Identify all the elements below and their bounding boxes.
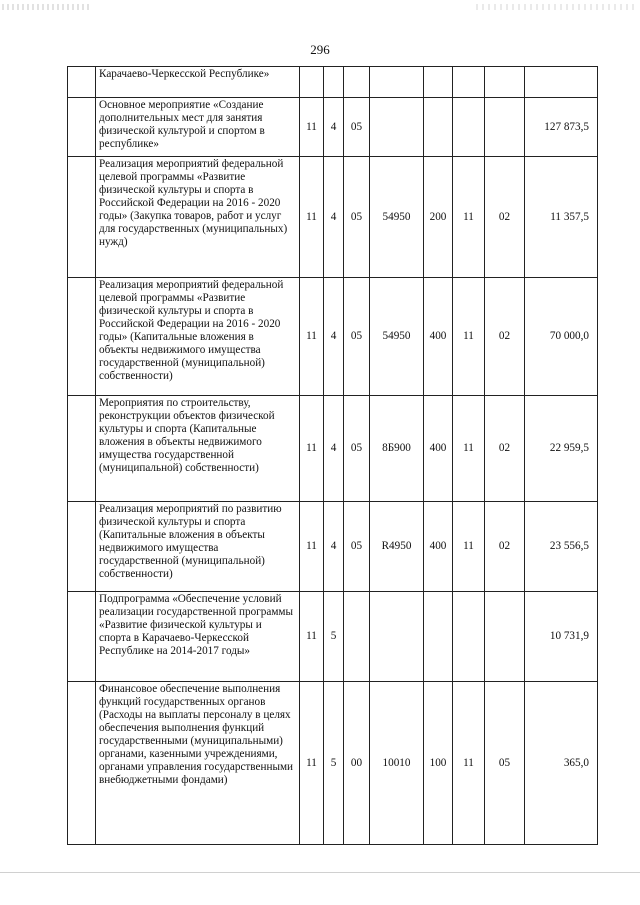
code-ministry: 11 <box>300 502 324 592</box>
code-ministry <box>300 67 324 98</box>
row-number-cell <box>68 278 96 396</box>
row-number-cell <box>68 682 96 845</box>
amount: 365,0 <box>525 682 598 845</box>
code-event <box>344 67 370 98</box>
code-expense-type: 400 <box>424 396 453 502</box>
code-ministry: 11 <box>300 98 324 157</box>
code-direction: 54950 <box>370 157 424 278</box>
code-section: 11 <box>453 682 485 845</box>
page-number: 296 <box>310 42 330 57</box>
code-section: 11 <box>453 278 485 396</box>
code-expense-type: 400 <box>424 278 453 396</box>
code-subprogram: 4 <box>324 157 344 278</box>
code-direction <box>370 67 424 98</box>
code-subsection: 02 <box>485 278 525 396</box>
code-subprogram: 5 <box>324 592 344 682</box>
code-direction: 10010 <box>370 682 424 845</box>
item-name: Подпрограмма «Обеспечение условий реализации государственной программы «Развитие физической культуры и спорта в Карачаево-Черкесской Республике на 2014-2017 годы» <box>96 592 300 682</box>
code-event: 05 <box>344 157 370 278</box>
amount <box>525 67 598 98</box>
table-row <box>68 67 598 98</box>
code-section <box>453 592 485 682</box>
code-event: 00 <box>344 682 370 845</box>
code-event: 05 <box>344 396 370 502</box>
row-number-cell <box>68 98 96 157</box>
code-subsection: 02 <box>485 396 525 502</box>
code-section: 11 <box>453 502 485 592</box>
table-row <box>68 278 598 396</box>
item-name: Карачаево-Черкесской Республике» <box>96 67 300 98</box>
code-event: 05 <box>344 278 370 396</box>
code-section: 11 <box>453 157 485 278</box>
code-subprogram <box>324 67 344 98</box>
code-subsection: 02 <box>485 502 525 592</box>
item-name: Мероприятия по строительству, реконструкции объектов физической культуры и спорта (Капитальные вложения в объекты недвижимого имущества государственной (муниципальной) собственности) <box>96 396 300 502</box>
code-direction <box>370 592 424 682</box>
item-name: Реализация мероприятий федеральной целевой программы «Развитие физической культуры и спорта в Российской Федерации на 2016 - 2020 годы» (Капитальные вложения в объекты недвижимого имущества государственной (муниципальной) собственности) <box>96 278 300 396</box>
code-subprogram: 4 <box>324 278 344 396</box>
code-section: 11 <box>453 396 485 502</box>
code-subsection <box>485 98 525 157</box>
code-expense-type <box>424 98 453 157</box>
code-expense-type: 100 <box>424 682 453 845</box>
amount: 10 731,9 <box>525 592 598 682</box>
code-event: 05 <box>344 98 370 157</box>
item-name: Основное мероприятие «Создание дополнительных мест для занятия физической культурой и спортом в республике» <box>96 98 300 157</box>
code-ministry: 11 <box>300 592 324 682</box>
amount: 11 357,5 <box>525 157 598 278</box>
code-event <box>344 592 370 682</box>
row-number-cell <box>68 157 96 278</box>
code-section <box>453 67 485 98</box>
scan-artifact <box>2 4 92 10</box>
code-direction <box>370 98 424 157</box>
table-row <box>68 592 598 682</box>
code-subprogram: 4 <box>324 98 344 157</box>
code-expense-type <box>424 592 453 682</box>
row-number-cell <box>68 502 96 592</box>
code-subprogram: 4 <box>324 396 344 502</box>
code-ministry: 11 <box>300 278 324 396</box>
code-subsection <box>485 67 525 98</box>
code-ministry: 11 <box>300 157 324 278</box>
code-subprogram: 4 <box>324 502 344 592</box>
code-direction: 54950 <box>370 278 424 396</box>
code-ministry: 11 <box>300 396 324 502</box>
code-expense-type <box>424 67 453 98</box>
item-name: Реализация мероприятий по развитию физической культуры и спорта (Капитальные вложения в объекты недвижимого имущества государственной (муниципальной) собственности) <box>96 502 300 592</box>
code-subsection: 02 <box>485 157 525 278</box>
row-number-cell <box>68 396 96 502</box>
code-direction: 8Б900 <box>370 396 424 502</box>
amount: 127 873,5 <box>525 98 598 157</box>
code-subprogram: 5 <box>324 682 344 845</box>
budget-table <box>67 66 598 845</box>
table-row <box>68 396 598 502</box>
code-direction: R4950 <box>370 502 424 592</box>
table-row <box>68 98 598 157</box>
row-number-cell <box>68 67 96 98</box>
code-ministry: 11 <box>300 682 324 845</box>
row-number-cell <box>68 592 96 682</box>
code-subsection: 05 <box>485 682 525 845</box>
code-section <box>453 98 485 157</box>
scan-artifact <box>476 4 636 10</box>
code-event: 05 <box>344 502 370 592</box>
item-name: Финансовое обеспечение выполнения функций государственных органов (Расходы на выплаты персоналу в целях обеспечения выполнения функций государственными (муниципальными) органами, казенными учреждениями, органами управления государственными внебюджетными фондами) <box>96 682 300 845</box>
amount: 23 556,5 <box>525 502 598 592</box>
table-row <box>68 682 598 845</box>
table-row <box>68 502 598 592</box>
amount: 70 000,0 <box>525 278 598 396</box>
code-expense-type: 200 <box>424 157 453 278</box>
code-subsection <box>485 592 525 682</box>
item-name: Реализация мероприятий федеральной целевой программы «Развитие физической культуры и спорта в Российской Федерации на 2016 - 2020 годы» (Закупка товаров, работ и услуг для государственных (муниципальных) нужд) <box>96 157 300 278</box>
amount: 22 959,5 <box>525 396 598 502</box>
code-expense-type: 400 <box>424 502 453 592</box>
page-bottom-rule <box>0 872 640 873</box>
table-row <box>68 157 598 278</box>
